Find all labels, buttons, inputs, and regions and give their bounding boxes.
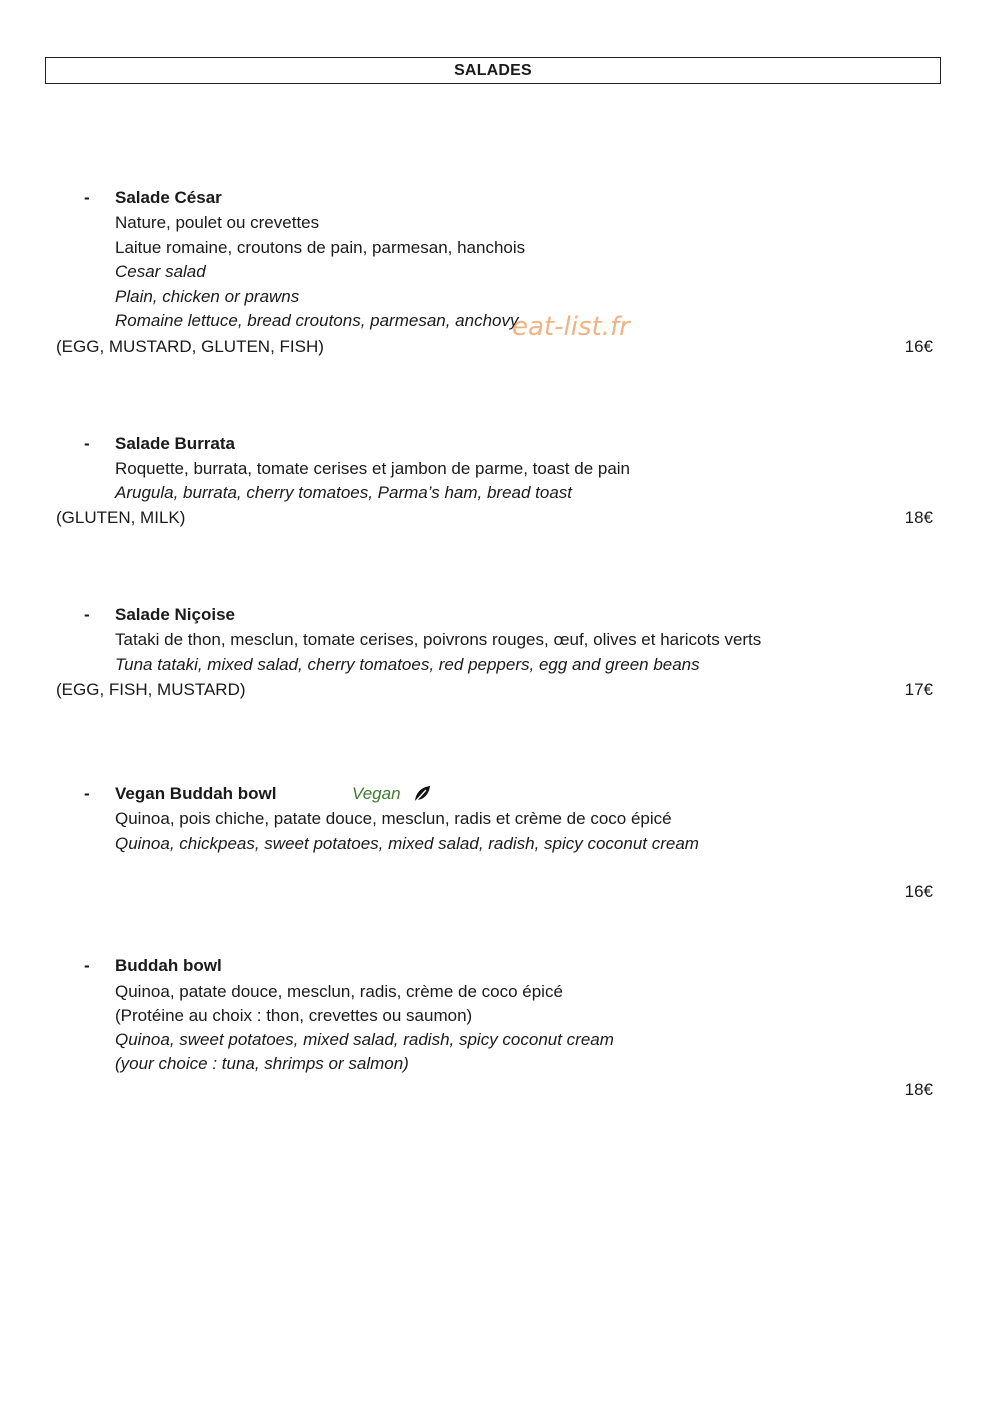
dish-name: Salade Burrata [115,434,235,453]
price: 16€ [904,882,933,901]
description-fr: Tataki de thon, mesclun, tomate cerises, poivrons rouges, œuf, olives et haricots verts [115,630,762,649]
allergens: (EGG, FISH, MUSTARD) [56,680,246,699]
description-en: Arugula, burrata, cherry tomatoes, Parma’s ham, bread toast [115,483,573,502]
description-en: Plain, chicken or prawns [115,287,300,306]
description-en: Romaine lettuce, bread croutons, parmesan, anchovy [115,311,519,330]
description-en: (your choice : tuna, shrimps or salmon) [115,1054,409,1073]
description-fr: Nature, poulet ou crevettes [115,213,320,232]
price: 18€ [904,508,933,527]
dish-name: Vegan Buddah bowl [115,784,277,803]
bullet: - [84,188,90,207]
dish-name: Buddah bowl [115,956,222,975]
dish-name: Salade Niçoise [115,605,236,624]
price: 18€ [904,1080,933,1099]
allergens: (EGG, MUSTARD, GLUTEN, FISH) [56,337,324,356]
description-fr: (Protéine au choix : thon, crevettes ou saumon) [115,1006,473,1025]
price: 16€ [904,337,933,356]
bullet: - [84,784,90,803]
allergens: (GLUTEN, MILK) [56,508,186,527]
bullet: - [84,605,90,624]
section-header-box [45,57,941,84]
bullet: - [84,956,90,975]
bullet: - [84,434,90,453]
description-en: Quinoa, chickpeas, sweet potatoes, mixed salad, radish, spicy coconut cream [115,834,699,853]
description-en: Quinoa, sweet potatoes, mixed salad, radish, spicy coconut cream [115,1030,614,1049]
leaf-icon [412,784,432,804]
vegan-tag: Vegan [352,784,401,803]
description-fr: Quinoa, pois chiche, patate douce, mesclun, radis et crème de coco épicé [115,809,672,828]
description-en: Cesar salad [115,262,206,281]
description-fr: Roquette, burrata, tomate cerises et jambon de parme, toast de pain [115,459,631,478]
description-en: Tuna tataki, mixed salad, cherry tomatoes, red peppers, egg and green beans [115,655,700,674]
dish-name: Salade César [115,188,222,207]
description-fr: Laitue romaine, croutons de pain, parmesan, hanchois [115,238,526,257]
section-title: SALADES [454,61,532,79]
price: 17€ [904,680,933,699]
watermark: eat-list.fr [512,312,630,342]
description-fr: Quinoa, patate douce, mesclun, radis, crème de coco épicé [115,982,563,1001]
